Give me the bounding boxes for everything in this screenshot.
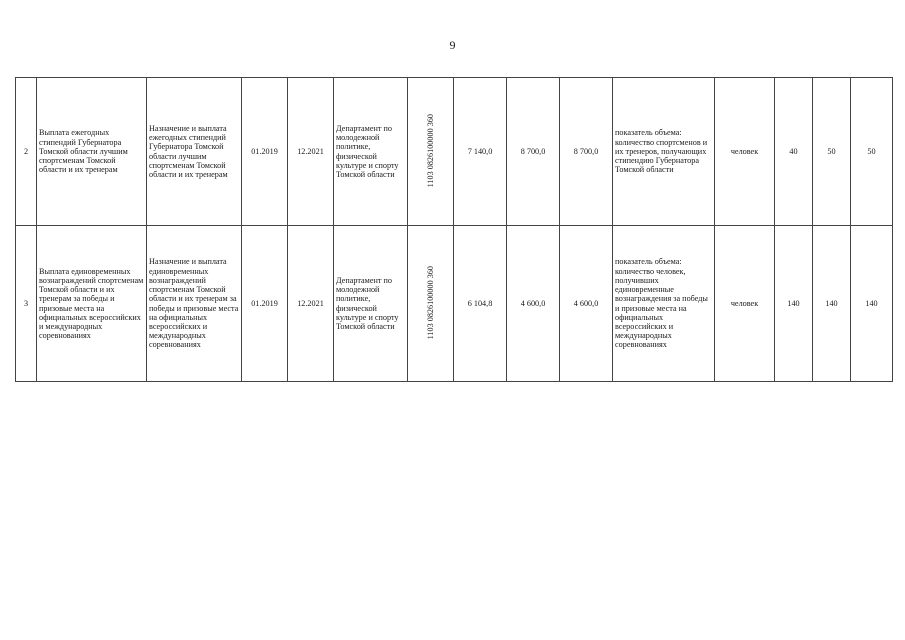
indicator-year-3: 140: [851, 226, 893, 382]
start-date: 01.2019: [242, 78, 288, 226]
funding-year-1: 7 140,0: [454, 78, 507, 226]
executor: Департамент по молодежной политике, физической культуре и спорту Томской области: [334, 226, 408, 382]
unit: человек: [715, 78, 775, 226]
indicator-year-1: 40: [775, 78, 813, 226]
indicator-year-2: 50: [813, 78, 851, 226]
funding-year-2: 4 600,0: [507, 226, 560, 382]
indicator: показатель объема: количество человек, получивших единовременные вознаграждения за победы и призовые места на официальных всероссийских и международных соревнованиях: [613, 226, 715, 382]
indicator-year-2: 140: [813, 226, 851, 382]
end-date: 12.2021: [288, 226, 334, 382]
budget-code: 1103 0826100000 360: [425, 265, 435, 340]
executor: Департамент по молодежной политике, физической культуре и спорту Томской области: [334, 78, 408, 226]
row-number: 3: [16, 226, 37, 382]
indicator-year-1: 140: [775, 226, 813, 382]
start-date: 01.2019: [242, 226, 288, 382]
budget-table: [15, 77, 893, 382]
funding-year-3: 4 600,0: [560, 226, 613, 382]
measure-name: Выплата единовременных вознаграждений спортсменам Томской области и их тренерам за победы и призовые места на официальных всероссийских и международных соревнованиях: [37, 226, 147, 382]
measure-description: Назначение и выплата ежегодных стипендий Губернатора Томской области лучшим спортсменам Томской области и их тренерам: [147, 78, 242, 226]
funding-year-2: 8 700,0: [507, 78, 560, 226]
row-number: 2: [16, 78, 37, 226]
measure-description: Назначение и выплата единовременных вознаграждений спортсменам Томской области и их тренерам за победы и призовые места на официальных всероссийских и международных соревнованиях: [147, 226, 242, 382]
funding-year-1: 6 104,8: [454, 226, 507, 382]
table-row: [16, 78, 893, 226]
end-date: 12.2021: [288, 78, 334, 226]
indicator-year-3: 50: [851, 78, 893, 226]
measure-name: Выплата ежегодных стипендий Губернатора Томской области лучшим спортсменам Томской области и их тренерам: [37, 78, 147, 226]
indicator: показатель объема: количество спортсменов и их тренеров, получающих стипендию Губернатора Томской области: [613, 78, 715, 226]
budget-code: 1103 0826100000 360: [425, 113, 435, 188]
budget-code-cell: [408, 226, 454, 382]
table-row: [16, 226, 893, 382]
page-number: 9: [449, 38, 456, 52]
unit: человек: [715, 226, 775, 382]
funding-year-3: 8 700,0: [560, 78, 613, 226]
budget-code-cell: [408, 78, 454, 226]
